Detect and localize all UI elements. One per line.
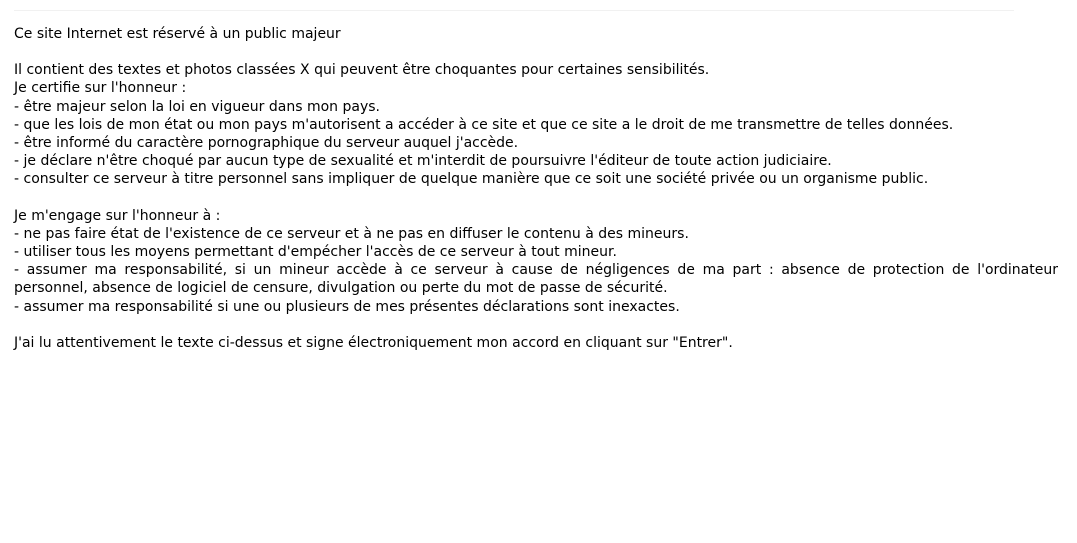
engage-item: - assumer ma responsabilité si une ou plusieurs de mes présentes déclarations sont inexactes. (14, 298, 680, 315)
engage-item: - ne pas faire état de l'existence de ce serveur et à ne pas en diffuser le contenu à des mineurs. (14, 225, 689, 242)
certify-item: - être informé du caractère pornographique du serveur auquel j'accède. (14, 135, 519, 152)
notice-intro: Il contient des textes et photos classées X qui peuvent être choquantes pour certaines sensibilités. (14, 62, 710, 79)
spacer (14, 189, 1058, 207)
engage-heading: Je m'engage sur l'honneur à : (14, 207, 221, 224)
top-divider (14, 10, 1014, 11)
age-verification-notice (14, 25, 1058, 352)
engage-item: - utiliser tous les moyens permettant d'empécher l'accès de ce serveur à tout mineur. (14, 244, 617, 261)
spacer (14, 43, 1058, 61)
certify-item: - que les lois de mon état ou mon pays m'autorisent a accéder à ce site et que ce site a le droit de me transmettre de telles données. (14, 116, 954, 133)
certify-item: - je déclare n'être choqué par aucun type de sexualité et m'interdit de poursuivre l'éditeur de toute action judiciaire. (14, 153, 832, 170)
closing-statement: J'ai lu attentivement le texte ci-dessus et signe électroniquement mon accord en cliquant sur "Entrer". (14, 334, 733, 351)
certify-heading: Je certifie sur l'honneur : (14, 80, 187, 97)
notice-title: Ce site Internet est réservé à un public majeur (14, 26, 341, 42)
certify-item: - consulter ce serveur à titre personnel sans impliquer de quelque manière que ce soit une société privée ou un organisme public. (14, 171, 929, 188)
spacer (14, 316, 1058, 334)
certify-item: - être majeur selon la loi en vigueur dans mon pays. (14, 98, 380, 115)
engage-item: - assumer ma responsabilité, si un mineur accède à ce serveur à cause de négligences de ma part : absence de protection de l'ordinateur personnel, absence de logiciel de censure, divulgation ou perte du mot de passe de sécurité. (14, 262, 1058, 297)
